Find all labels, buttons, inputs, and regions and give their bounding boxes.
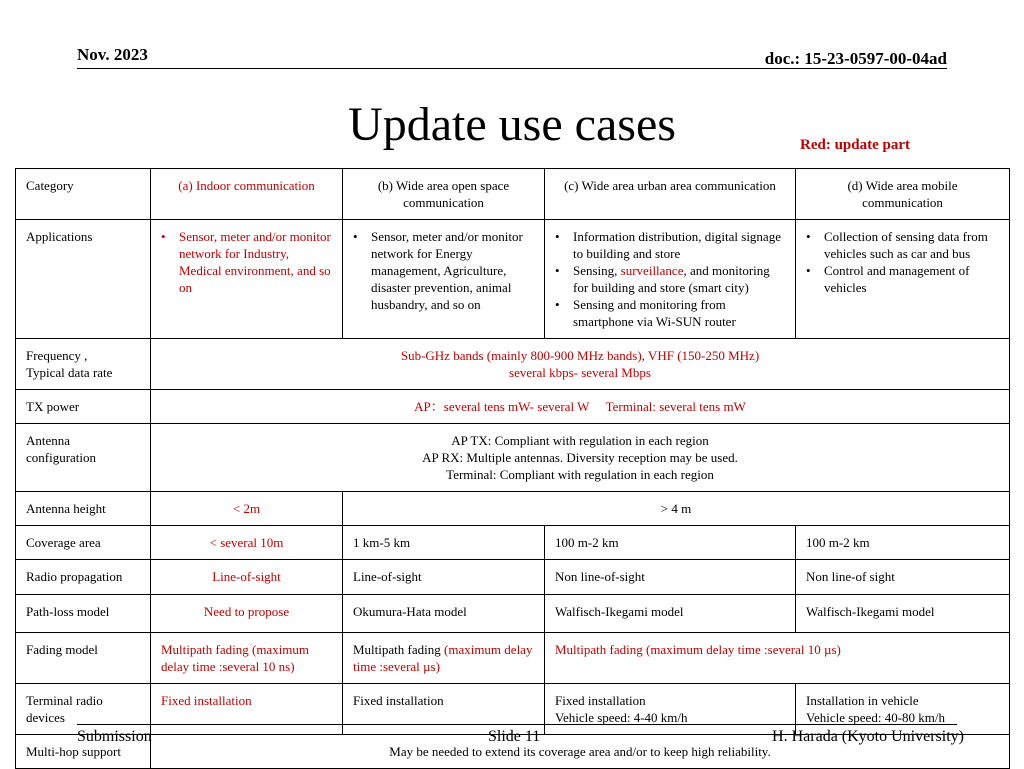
multihop-value: May be needed to extend its coverage area and/or to keep high reliability. <box>151 735 1010 769</box>
tx-power-label: TX power <box>16 390 151 424</box>
applications-label: Applications <box>16 220 151 339</box>
coverage-label: Coverage area <box>16 526 151 560</box>
pathloss-b: Okumura-Hata model <box>343 595 545 633</box>
header-divider <box>77 68 947 69</box>
terminal-c <box>545 684 796 735</box>
list-item: • Sensor, meter and/or monitor network for Energy management, Agriculture, disaster prevention, animal husbandry, and so on <box>371 228 534 313</box>
propagation-d: Non line-of sight <box>796 560 1010 595</box>
header-date: Nov. 2023 <box>77 45 148 64</box>
antenna-terminal: Terminal: Compliant with regulation in each region <box>446 467 714 482</box>
list-item: • Sensing and monitoring from smartphone via Wi-SUN router <box>573 296 785 330</box>
antenna-ap-tx: AP TX: Compliant with regulation in each region <box>451 433 709 448</box>
antenna-config-label: Antenna configuration <box>16 424 151 492</box>
slide-title: Update use cases <box>348 98 676 151</box>
update-legend: Red: update part <box>800 137 911 153</box>
coverage-d: 100 m-2 km <box>796 526 1010 560</box>
terminal-b: Fixed installation <box>343 684 545 735</box>
list-item: • Collection of sensing data from vehicles such as car and bus <box>824 228 999 262</box>
frequency-label <box>16 339 151 390</box>
list-item <box>573 262 785 296</box>
fading-b-update: (maximum delay time :several µs) <box>353 642 533 674</box>
row-frequency <box>16 339 1010 390</box>
category-d: (d) Wide area mobile communication <box>796 169 1010 220</box>
antenna-ap-rx: AP RX: Multiple antennas. Diversity reception may be used. <box>422 450 738 465</box>
frequency-label-2: Typical data rate <box>26 365 113 380</box>
applications-a <box>151 220 343 339</box>
row-tx-power <box>16 390 1010 424</box>
pathloss-d: Walfisch-Ikegami model <box>796 595 1010 633</box>
footer-divider <box>77 724 957 725</box>
app-c-update: surveillance <box>620 263 684 278</box>
use-case-table <box>15 168 1010 769</box>
terminal-c-install: Fixed installation <box>555 693 646 708</box>
terminal-a: Fixed installation <box>151 684 343 735</box>
frequency-data-rate: several kbps- several Mbps <box>509 365 651 380</box>
antenna-height-bcd: > 4 m <box>343 492 1010 526</box>
propagation-label: Radio propagation <box>16 560 151 595</box>
terminal-d-speed: Vehicle speed: 40-80 km/h <box>806 710 945 725</box>
antenna-height-a: < 2m <box>151 492 343 526</box>
applications-c <box>545 220 796 339</box>
header-doc-number: doc.: 15-23-0597-00-04ad <box>764 49 947 68</box>
antenna-config-value <box>151 424 1010 492</box>
tx-power-value: AP：several tens mW- several W Terminal: several tens mW <box>151 390 1010 424</box>
category-c: (c) Wide area urban area communication <box>545 169 796 220</box>
row-antenna-height <box>16 492 1010 526</box>
fading-label: Fading model <box>16 633 151 684</box>
pathloss-a: Need to propose <box>151 595 343 633</box>
frequency-bands: Sub-GHz bands (mainly 800-900 MHz bands), VHF (150-250 MHz) <box>400 348 760 363</box>
row-fading <box>16 633 1010 684</box>
category-label: Category <box>16 169 151 220</box>
list-item: • Control and management of vehicles <box>824 262 999 296</box>
category-b: (b) Wide area open space communication <box>343 169 545 220</box>
fading-a: Multipath fading (maximum delay time :several 10 ns) <box>151 633 343 684</box>
row-antenna-config <box>16 424 1010 492</box>
footer-submission: Submission <box>77 728 152 745</box>
row-category <box>16 169 1010 220</box>
list-item: • Information distribution, digital signage to building and store <box>573 228 785 262</box>
fading-cd: Multipath fading (maximum delay time :several 10 µs) <box>545 633 1010 684</box>
footer-slide-number: Slide 11 <box>488 728 541 745</box>
applications-d <box>796 220 1010 339</box>
frequency-label-1: Frequency , <box>26 348 88 363</box>
propagation-b: Line-of-sight <box>343 560 545 595</box>
fading-b-text: Multipath fading <box>353 642 444 657</box>
terminal-d-install: Installation in vehicle <box>806 693 919 708</box>
antenna-height-label: Antenna height <box>16 492 151 526</box>
category-a: (a) Indoor communication <box>151 169 343 220</box>
applications-b <box>343 220 545 339</box>
row-pathloss <box>16 595 1010 633</box>
app-c-text: , and monitoring for building and store (smart city) <box>573 263 770 295</box>
frequency-value <box>151 339 1010 390</box>
terminal-c-speed: Vehicle speed: 4-40 km/h <box>555 710 688 725</box>
multihop-label: Multi-hop support <box>16 735 151 769</box>
app-c-text: Sensing, <box>573 263 621 278</box>
fading-b <box>343 633 545 684</box>
pathloss-c: Walfisch-Ikegami model <box>545 595 796 633</box>
propagation-c: Non line-of-sight <box>545 560 796 595</box>
propagation-a: Line-of-sight <box>151 560 343 595</box>
row-propagation <box>16 560 1010 595</box>
row-applications <box>16 220 1010 339</box>
pathloss-label: Path-loss model <box>16 595 151 633</box>
terminal-label: Terminal radio devices <box>16 684 151 735</box>
list-item: • Sensor, meter and/or monitor network for Industry, Medical environment, and so on <box>179 228 332 296</box>
terminal-d <box>796 684 1010 735</box>
coverage-c: 100 m-2 km <box>545 526 796 560</box>
coverage-a: < several 10m <box>151 526 343 560</box>
footer-author: H. Harada (Kyoto University) <box>772 728 964 745</box>
row-terminal <box>16 684 1010 735</box>
coverage-b: 1 km-5 km <box>343 526 545 560</box>
row-coverage <box>16 526 1010 560</box>
